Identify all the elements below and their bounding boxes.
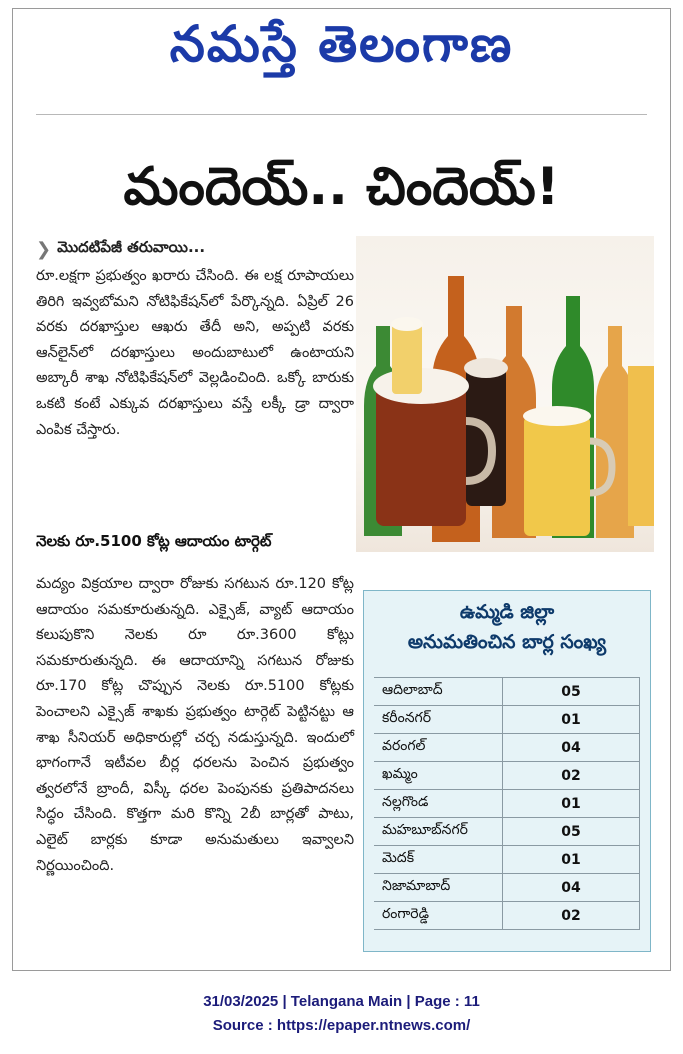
article-paragraph-1: రూ.లక్షగా ప్రభుత్వం ఖరారు చేసింది. ఈ లక్ష రూపాయలు తిరిగి ఇవ్వబోమని నోటిఫికేషన్‌లో పేర్కొన్నది. ఏప్రిల్ 26 వరకు దరఖాస్తుల ఆఖరు తేదీ అని, అప్పటి వరకు ఆన్‌లైన్‌లో దరఖాస్తులు అందుబాటులో ఉంటాయని అబ్కారీ శాఖ నోటిఫికేషన్‌లో వెల్లడించింది. ఒక్కో బారుకు ఒకటి కంటే ఎక్కువ దరఖాస్తులు వస్తే లక్కీ డ్రా ద్వారా ఎంపిక చేస్తారు.	[36, 268, 354, 438]
footer-source: Source : https://epaper.ntnews.com/	[212, 1017, 471, 1034]
continuation-marker	[36, 238, 205, 260]
table-row	[374, 902, 640, 930]
bar-permissions-table-box	[363, 590, 651, 952]
table-row	[374, 734, 640, 762]
bar-count: 02	[503, 762, 640, 790]
table-row	[374, 790, 640, 818]
bar-count: 01	[503, 790, 640, 818]
district-name: ఆదిలాబాద్	[374, 678, 503, 706]
district-name: నల్లగొండ	[374, 790, 503, 818]
bar-count: 02	[503, 902, 640, 930]
bar-count: 01	[503, 706, 640, 734]
bar-count: 04	[503, 874, 640, 902]
beer-bottles-illustration	[356, 236, 654, 552]
table-row	[374, 762, 640, 790]
table-row	[374, 706, 640, 734]
continuation-text: మొదటిపేజీ తరువాయి...	[57, 238, 206, 256]
district-name: నిజామాబాద్	[374, 874, 503, 902]
bar-count: 01	[503, 846, 640, 874]
district-name: మెదక్	[374, 846, 503, 874]
masthead-divider	[36, 114, 647, 115]
article-headline: మందెయ్.. చిందెయ్!	[123, 157, 560, 217]
district-name: మహబూబ్‌నగర్	[374, 818, 503, 846]
beer-bottles-photo	[356, 236, 654, 552]
district-name: వరంగల్	[374, 734, 503, 762]
district-bar-count-table	[374, 677, 640, 930]
table-row	[374, 678, 640, 706]
table-row	[374, 874, 640, 902]
bar-count: 05	[503, 818, 640, 846]
table-title-line-2: అనుమతించిన బార్ల సంఖ్య	[407, 631, 607, 653]
table-row	[374, 818, 640, 846]
district-name: ఖమ్మం	[374, 762, 503, 790]
bar-count: 05	[503, 678, 640, 706]
district-name: కరీంనగర్	[374, 706, 503, 734]
district-name: రంగారెడ్డి	[374, 902, 503, 930]
table-title-line-1: ఉమ్మడి జిల్లా	[459, 601, 555, 623]
article-subheading: నెలకు రూ.5100 కోట్ల ఆదాయం టార్గెట్	[36, 532, 272, 550]
bar-count: 04	[503, 734, 640, 762]
chevron-right-icon: ❯	[36, 238, 52, 260]
footer-date-edition: 31/03/2025 | Telangana Main | Page : 11	[203, 993, 480, 1010]
newspaper-masthead: నమస్తే తెలంగాణ	[169, 14, 514, 73]
table-row	[374, 846, 640, 874]
article-paragraph-2: మద్యం విక్రయాల ద్వారా రోజుకు సగటున రూ.120 కోట్ల ఆదాయం సమకూరుతున్నది. ఎక్సైజ్, వ్యాట్ ఆదాయం కలుపుకొని నెలకు రూ రూ.3600 కోట్లు సమకూరుతున్నది. ఈ ఆదాయాన్ని సగటున రోజుకు రూ.170 కోట్ల చొప్పున నెలకు రూ.5100 కోట్లకు పెంచాలని ఎక్సైజ్ శాఖకు ప్రభుత్వం టార్గెట్ పెట్టినట్టు ఆ శాఖ సీనియర్ అధికారుల్లో చర్చ నడుస్తున్నది. ఇందులో భాగంగానే ఇటీవల బీర్ల ధరలను పెంచిన ప్రభుత్వం త్వరలోనే బ్రాందీ, విస్కీ ధరల పెంపునకు ప్రతిపాదనలు సిద్ధం చేసింది. కొత్తగా మరి కొన్ని 2బీ బార్లతో పాటు, ఎలైట్ బార్లకు కూడా అనుమతులు ఇవ్వాలని నిర్ణయించింది.	[36, 576, 354, 874]
